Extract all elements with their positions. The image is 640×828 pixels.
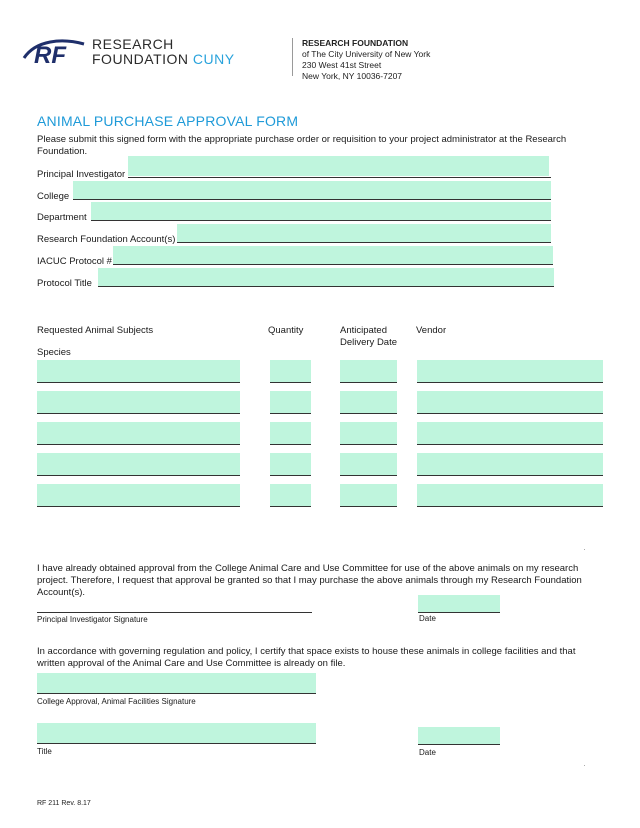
- rf-account-underline: [177, 242, 551, 243]
- quantity-input[interactable]: [270, 484, 311, 506]
- delivery-date-underline: [340, 475, 397, 476]
- title-underline: [37, 743, 316, 744]
- vendor-input[interactable]: [417, 484, 603, 506]
- col-header-quantity: Quantity: [268, 325, 304, 336]
- quantity-underline: [270, 444, 311, 445]
- department-input[interactable]: [91, 202, 551, 220]
- vendor-underline: [417, 413, 603, 414]
- logo-mark-text: RF: [34, 42, 66, 66]
- iacuc-protocol-input[interactable]: [113, 246, 553, 264]
- species-underline: [37, 475, 240, 476]
- college-underline: [73, 199, 551, 200]
- delivery-date-input[interactable]: [340, 422, 397, 444]
- address-block: [302, 38, 430, 82]
- delivery-date-input[interactable]: [340, 484, 397, 506]
- species-underline: [37, 382, 240, 383]
- college-label: College: [37, 191, 70, 202]
- delivery-date-underline: [340, 382, 397, 383]
- principal-investigator-input[interactable]: [128, 156, 549, 176]
- title-label: Title: [37, 747, 52, 756]
- quantity-input[interactable]: [270, 453, 311, 475]
- header-divider: [292, 38, 293, 76]
- col-header-delivery-line1: Anticipated: [340, 325, 388, 336]
- college-input[interactable]: [73, 181, 551, 199]
- quantity-underline: [270, 382, 311, 383]
- college-signature-underline: [37, 693, 316, 694]
- protocol-title-label: Protocol Title: [37, 278, 92, 289]
- species-input[interactable]: [37, 360, 240, 382]
- delivery-date-underline: [340, 444, 397, 445]
- page-dot: [584, 765, 585, 766]
- vendor-input[interactable]: [417, 391, 603, 413]
- quantity-underline: [270, 475, 311, 476]
- delivery-date-input[interactable]: [340, 391, 397, 413]
- col-header-species: Species: [37, 347, 71, 358]
- logo-text-research: RESEARCH: [92, 36, 174, 52]
- protocol-title-input[interactable]: [98, 268, 554, 286]
- quantity-input[interactable]: [270, 360, 311, 382]
- vendor-underline: [417, 475, 603, 476]
- rf-logo-mark-icon: [22, 36, 86, 66]
- college-date-underline: [418, 744, 500, 745]
- rf-account-input[interactable]: [177, 224, 551, 242]
- department-label: Department: [37, 212, 87, 223]
- pi-statement: I have already obtained approval from the College Animal Care and Use Committee for use of the above animals on my research project. Therefore, I request that approval be granted so that I may purchase the above animals through my Research Foundation Account(s).: [37, 563, 582, 598]
- species-input[interactable]: [37, 422, 240, 444]
- address-line-2: 230 West 41st Street: [302, 60, 382, 70]
- principal-investigator-label: Principal Investigator: [37, 169, 126, 180]
- delivery-date-input[interactable]: [340, 453, 397, 475]
- college-signature-label: College Approval, Animal Facilities Signature: [37, 697, 196, 706]
- species-input[interactable]: [37, 391, 240, 413]
- quantity-underline: [270, 506, 311, 507]
- delivery-date-underline: [340, 413, 397, 414]
- principal-investigator-underline: [128, 177, 551, 178]
- delivery-date-underline: [340, 506, 397, 507]
- col-header-delivery: [340, 325, 397, 349]
- species-underline: [37, 506, 240, 507]
- pi-signature-label: Principal Investigator Signature: [37, 615, 148, 624]
- college-signature-input[interactable]: [37, 673, 316, 693]
- quantity-input[interactable]: [270, 422, 311, 444]
- vendor-input[interactable]: [417, 453, 603, 475]
- col-header-vendor: Vendor: [416, 325, 447, 336]
- college-statement: In accordance with governing regulation and policy, I certify that space exists to house these animals in college facilities and that written approval of the Animal Care and Use Committee is already on file.: [37, 646, 576, 669]
- delivery-date-input[interactable]: [340, 360, 397, 382]
- species-underline: [37, 444, 240, 445]
- vendor-input[interactable]: [417, 422, 603, 444]
- pi-date-input[interactable]: [418, 595, 500, 612]
- form-revision: RF 211 Rev. 8.17: [37, 800, 91, 807]
- iacuc-protocol-label: IACUC Protocol #: [37, 256, 112, 267]
- pi-date-underline: [418, 612, 500, 613]
- col-header-delivery-line2: Delivery Date: [340, 337, 398, 348]
- rf-logo: [22, 36, 242, 70]
- vendor-input[interactable]: [417, 360, 603, 382]
- vendor-underline: [417, 506, 603, 507]
- form-intro: Please submit this signed form with the appropriate purchase order or requisition to your project administrator at the Research Foundation.: [37, 134, 567, 157]
- page-dot: [584, 549, 585, 550]
- col-header-subjects: Requested Animal Subjects: [37, 325, 154, 336]
- species-underline: [37, 413, 240, 414]
- college-date-input[interactable]: [418, 727, 500, 744]
- logo-text-foundation-word: FOUNDATION: [92, 51, 193, 67]
- pi-date-label: Date: [419, 614, 436, 623]
- address-org: RESEARCH FOUNDATION: [302, 38, 409, 48]
- pi-signature-line[interactable]: [37, 612, 312, 613]
- title-input[interactable]: [37, 723, 316, 743]
- logo-text-foundation: [92, 51, 235, 67]
- logo-text-cuny: CUNY: [192, 51, 235, 67]
- vendor-underline: [417, 382, 603, 383]
- department-underline: [91, 220, 551, 221]
- address-line-3: New York, NY 10036-7207: [302, 71, 403, 81]
- vendor-underline: [417, 444, 603, 445]
- quantity-underline: [270, 413, 311, 414]
- college-date-label: Date: [419, 748, 436, 757]
- protocol-title-underline: [98, 286, 554, 287]
- address-line-1: of The City University of New York: [302, 49, 431, 59]
- quantity-input[interactable]: [270, 391, 311, 413]
- iacuc-protocol-underline: [113, 264, 553, 265]
- form-title: ANIMAL PURCHASE APPROVAL FORM: [37, 113, 299, 129]
- rf-account-label: Research Foundation Account(s): [37, 234, 176, 245]
- species-input[interactable]: [37, 484, 240, 506]
- species-input[interactable]: [37, 453, 240, 475]
